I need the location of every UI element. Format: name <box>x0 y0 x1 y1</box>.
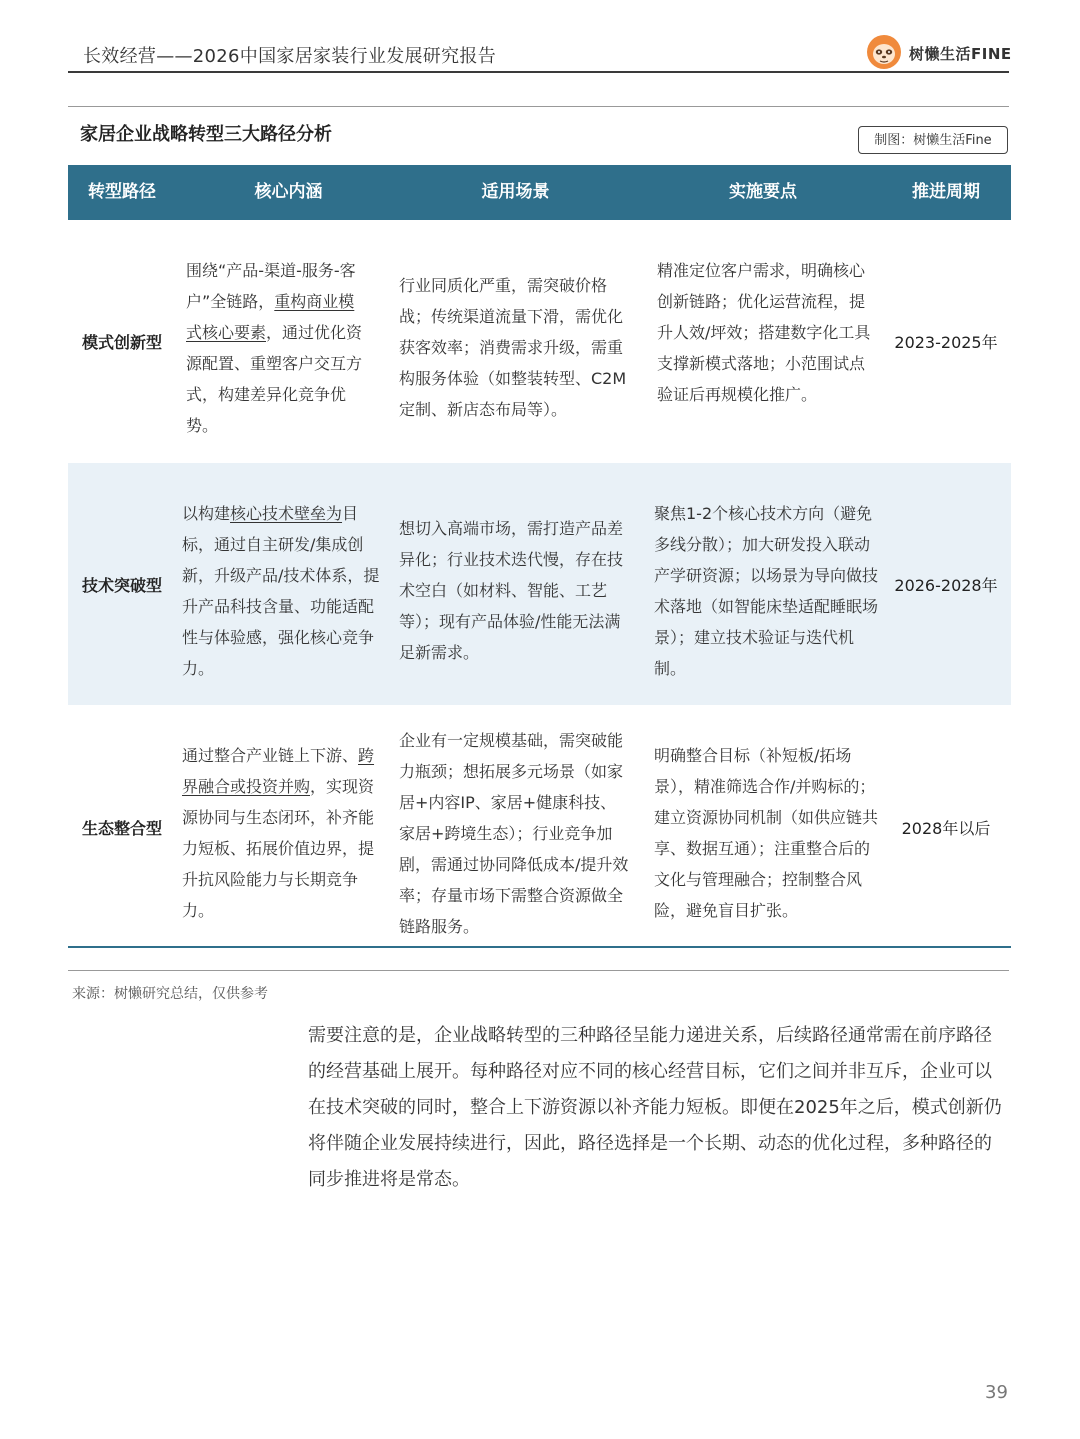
period-cell: 2026-2028年 <box>894 576 998 595</box>
credit-badge: 制图：树懒生活Fine <box>858 126 1008 154</box>
table-header <box>68 165 1011 220</box>
key-points-cell: 明确整合目标（补短板/拓场景），精准筛选合作/并购标的；建立资源协同机制（如供应链共享、数据互通）；注重整合后的文化与管理融合；控制整合风险，避免盲目扩张。 <box>654 746 879 920</box>
key-points-cell: 精准定位客户需求，明确核心创新链路；优化运营流程，提升人效/坪效；搭建数字化工具支撑新模式落地；小范围试点验证后再规模化推广。 <box>657 261 871 404</box>
source-note: 来源：树懒研究总结，仅供参考 <box>72 986 268 1002</box>
column-header: 核心内涵 <box>254 182 323 202</box>
header-rule <box>68 71 1009 73</box>
period-cell: 2023-2025年 <box>894 333 998 352</box>
table-row <box>68 463 1011 705</box>
brand-logo-text: 树懒生活FINE <box>909 45 1012 63</box>
table-bottom-rule <box>68 946 1011 948</box>
body-paragraph: 需要注意的是，企业战略转型的三种路径呈能力递进关系，后续路径通常需在前序路径的经营基础上展开。每种路径对应不同的核心经营目标，它们之间并非互斥，企业可以在技术突破的同时，整合上下游资源以补齐能力短板。即便在2025年之后，模式创新仍将伴随企业发展持续进行，因此，路径选择是一个长期、动态的优化过程，多种路径的同步推进将是常态。 <box>308 1025 1002 1190</box>
period-cell: 2028年以后 <box>901 819 991 838</box>
scenario-cell: 行业同质化严重，需突破价格战；传统渠道流量下滑，需优化获客效率；消费需求升级，需重构服务体验（如整装转型、C2M定制、新店态布局等）。 <box>399 276 627 419</box>
core-meaning-cell: 围绕“产品-渠道-服务-客户”全链路，重构商业模式核心要素，通过优化资源配置、重塑客户交互方式，构建差异化竞争优势。 <box>186 261 363 435</box>
table-title: 家居企业战略转型三大路径分析 <box>80 124 332 145</box>
key-points-cell: 聚焦1-2个核心技术方向（避免多线分散）；加大研发投入联动产学研资源；以场景为导向做技术落地（如智能床垫适配睡眠场景）；建立技术验证与迭代机制。 <box>654 504 879 678</box>
table-top-rule <box>68 106 1009 107</box>
table-row <box>68 705 1011 946</box>
column-header: 转型路径 <box>88 182 156 202</box>
page-number: 39 <box>985 1382 1008 1403</box>
path-name: 模式创新型 <box>81 333 162 352</box>
column-header: 适用场景 <box>481 182 550 202</box>
sloth-face-icon <box>866 34 902 70</box>
scenario-cell: 企业有一定规模基础，需突破能力瓶颈；想拓展多元场景（如家居+内容IP、家居+健康科技、家居+跨境生态）；行业竞争加剧，需通过协同降低成本/提升效率；存量市场下需整合资源做全链路服务。 <box>399 731 629 936</box>
table-row <box>68 220 1011 463</box>
column-header: 实施要点 <box>729 182 797 202</box>
core-meaning-cell: 以构建核心技术壁垒为目标，通过自主研发/集成创新，升级产品/技术体系，提升产品科技含量、功能适配性与体验感，强化核心竞争力。 <box>182 504 380 678</box>
core-meaning-cell: 通过整合产业链上下游、跨界融合或投资并购，实现资源协同与生态闭环，补齐能力短板、拓展价值边界，提升抗风险能力与长期竞争力。 <box>182 746 375 920</box>
scenario-cell: 想切入高端市场，需打造产品差异化；行业技术迭代慢，存在技术空白（如材料、智能、工艺等）；现有产品体验/性能无法满足新需求。 <box>399 519 624 662</box>
source-rule <box>68 970 1009 971</box>
path-name: 生态整合型 <box>81 819 162 838</box>
report-title: 长效经营——2026中国家居家装行业发展研究报告 <box>83 46 497 67</box>
column-header: 推进周期 <box>912 182 980 202</box>
brand-logo <box>866 34 1014 70</box>
path-name: 技术突破型 <box>81 576 162 595</box>
